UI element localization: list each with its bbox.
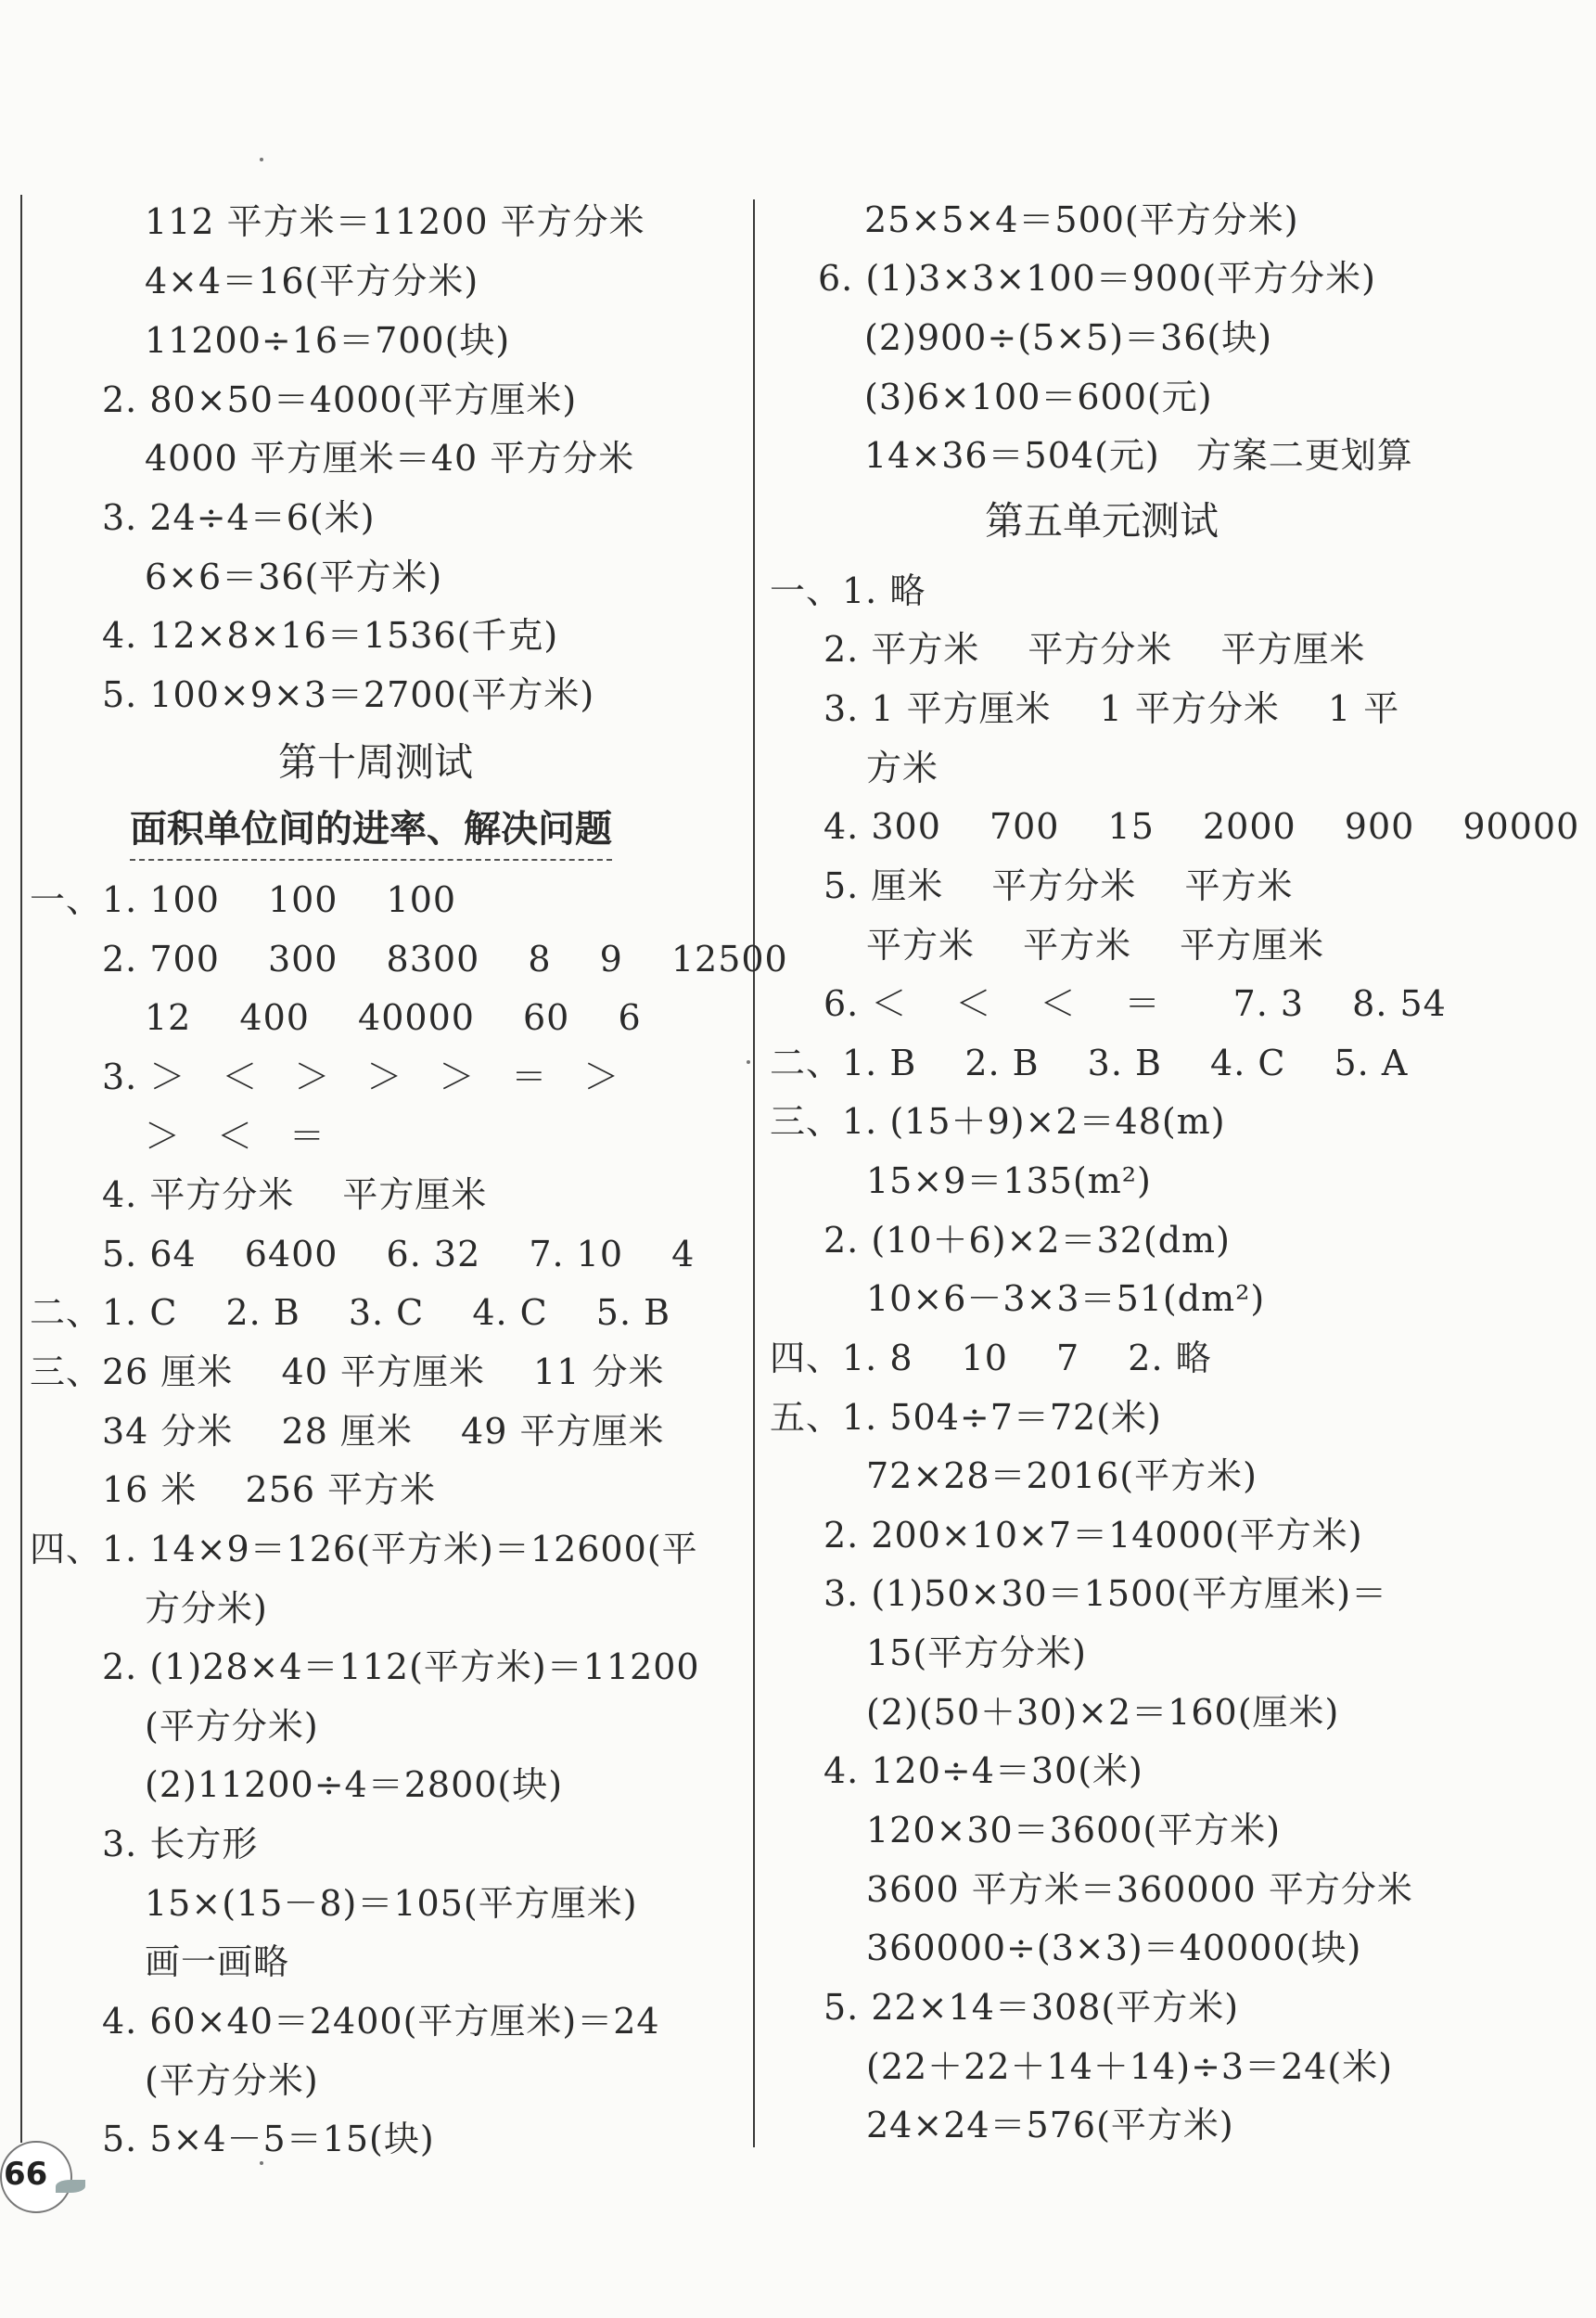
- answer-line: (22＋22＋14＋14)÷3＝24(米): [866, 2046, 1394, 2087]
- answer-line: 2. (10＋6)×2＝32(dm): [824, 1220, 1231, 1261]
- answer-line: 4. 60×40＝2400(平方厘米)＝24: [102, 2001, 660, 2042]
- answer-line: 4×4＝16(平方分米): [145, 261, 479, 301]
- answer-line: 5. 100×9×3＝2700(平方米): [102, 674, 595, 715]
- answer-line: 112 平方米＝11200 平方分米: [145, 201, 645, 242]
- answer-line: 方米: [866, 748, 939, 788]
- answer-line: 6. ＜ ＜ ＜ ＝ 7. 3 8. 54: [824, 983, 1447, 1024]
- answer-line: 4. 12×8×16＝1536(千克): [102, 615, 559, 656]
- answer-line: 3. 长方形: [102, 1824, 259, 1864]
- speck: [260, 158, 263, 161]
- answer-line: (平方分米): [145, 2060, 319, 2101]
- answer-line: 三、1. (15＋9)×2＝48(m): [770, 1101, 1226, 1142]
- answer-line: 二、1. B 2. B 3. B 4. C 5. A: [770, 1043, 1409, 1083]
- answer-line: 14×36＝504(元) 方案二更划算: [864, 435, 1413, 476]
- answer-line: 2. (1)28×4＝112(平方米)＝11200: [102, 1646, 700, 1687]
- answer-line: 5. 厘米 平方分米 平方米: [824, 865, 1294, 906]
- answer-line: 15×9＝135(m²): [866, 1160, 1152, 1201]
- answer-line: 15(平方分米): [866, 1633, 1088, 1673]
- answer-line: (2)900÷(5×5)＝36(块): [864, 317, 1273, 358]
- answer-line: 2. 80×50＝4000(平方厘米): [102, 379, 578, 420]
- section-heading: 第五单元测试: [985, 498, 1219, 544]
- answer-line: (2)(50＋30)×2＝160(厘米): [866, 1692, 1340, 1733]
- answer-line: 6. (1)3×3×100＝900(平方分米): [818, 258, 1376, 299]
- answer-line: 120×30＝3600(平方米): [866, 1810, 1282, 1851]
- answer-line: 方分米): [145, 1588, 268, 1629]
- answer-line: 5. 5×4－5＝15(块): [102, 2119, 435, 2159]
- section-subheading: 面积单位间的进率、解决问题: [130, 800, 612, 861]
- answer-line: 三、26 厘米 40 平方厘米 11 分米: [30, 1351, 665, 1392]
- answer-line: 12 400 40000 60 6: [145, 997, 642, 1038]
- answer-line: 4. 平方分米 平方厘米: [102, 1174, 488, 1215]
- answer-line: 3. (1)50×30＝1500(平方厘米)＝: [824, 1573, 1388, 1614]
- speck: [260, 2161, 263, 2165]
- answer-line: 四、1. 8 10 7 2. 略: [770, 1338, 1212, 1378]
- answer-line: 3. 1 平方厘米 1 平方分米 1 平: [824, 688, 1400, 729]
- left-margin-rule: [20, 195, 22, 2143]
- answer-line: 11200÷16＝700(块): [145, 320, 511, 361]
- section-heading: 第十周测试: [278, 739, 474, 785]
- leaf-icon: [56, 2180, 85, 2193]
- answer-line: 10×6－3×3＝51(dm²): [866, 1278, 1266, 1319]
- answer-line: 6×6＝36(平方米): [145, 557, 443, 597]
- answer-line: 34 分米 28 厘米 49 平方厘米: [102, 1411, 665, 1452]
- answer-line: 5. 64 6400 6. 32 7. 10 4: [102, 1234, 696, 1274]
- answer-line: 4000 平方厘米＝40 平方分米: [145, 438, 635, 479]
- answer-line: 2. 200×10×7＝14000(平方米): [824, 1515, 1363, 1556]
- answer-line: 4. 300 700 15 2000 900 90000: [824, 806, 1580, 847]
- answer-line: 四、1. 14×9＝126(平方米)＝12600(平: [30, 1529, 698, 1569]
- column-divider: [753, 199, 755, 2147]
- answer-line: 3600 平方米＝360000 平方分米: [866, 1869, 1413, 1910]
- answer-line: 2. 平方米 平方分米 平方厘米: [824, 629, 1366, 670]
- answer-line: 25×5×4＝500(平方分米): [864, 199, 1299, 240]
- answer-line: (2)11200÷4＝2800(块): [145, 1764, 564, 1805]
- answer-line: 画一画略: [145, 1941, 290, 1982]
- answer-line: 平方米 平方米 平方厘米: [866, 925, 1325, 966]
- answer-line: 二、1. C 2. B 3. C 4. C 5. B: [30, 1292, 671, 1333]
- answer-line: 16 米 256 平方米: [102, 1469, 437, 1510]
- answer-line: 3. 24÷4＝6(米): [102, 497, 376, 538]
- answer-line: (3)6×100＝600(元): [864, 377, 1213, 417]
- page-number: 66: [4, 2156, 48, 2193]
- answer-line: 15×(15－8)＝105(平方厘米): [145, 1883, 638, 1924]
- answer-line: 一、1. 100 100 100: [30, 879, 457, 920]
- answer-line: (平方分米): [145, 1706, 319, 1747]
- answer-line: ＞ ＜ ＝: [145, 1116, 326, 1157]
- answer-line: 5. 22×14＝308(平方米): [824, 1987, 1240, 2028]
- answer-line: 72×28＝2016(平方米): [866, 1455, 1258, 1496]
- page-number-badge: [0, 2133, 85, 2219]
- answer-line: 360000÷(3×3)＝40000(块): [866, 1927, 1362, 1968]
- answer-line: 2. 700 300 8300 8 9 12500: [102, 939, 788, 980]
- answer-line: 4. 120÷4＝30(米): [824, 1750, 1143, 1791]
- answer-line: 3. ＞ ＜ ＞ ＞ ＞ ＝ ＞: [102, 1057, 620, 1097]
- speck: [747, 1060, 750, 1064]
- answer-line: 一、1. 略: [770, 570, 926, 611]
- answer-line: 五、1. 504÷7＝72(米): [770, 1397, 1162, 1438]
- answer-line: 24×24＝576(平方米): [866, 2105, 1234, 2145]
